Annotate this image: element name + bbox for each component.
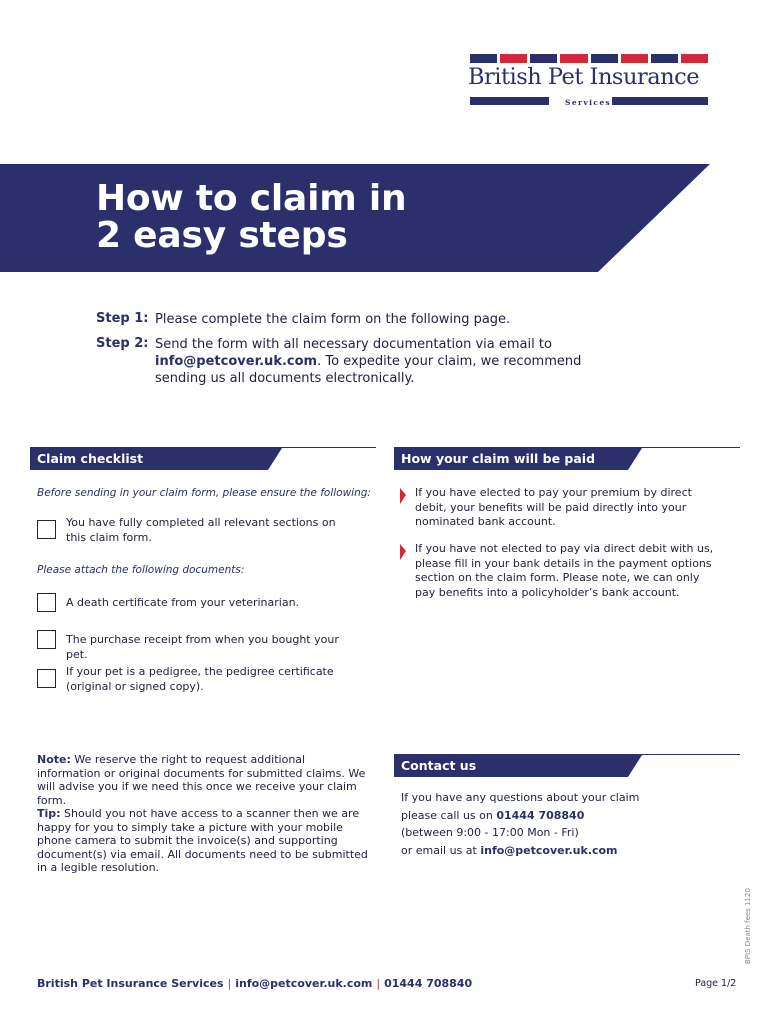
checklist-item-purchase-receipt: The purchase receipt from when you bought your pet. bbox=[66, 633, 339, 661]
checkbox-pedigree-certificate[interactable] bbox=[37, 669, 56, 688]
bullet-arrow-icon bbox=[399, 544, 407, 560]
footer-email-link[interactable]: info@petcover.uk.com bbox=[235, 977, 373, 990]
checklist-intro: Before sending in your claim form, please ensure the following: bbox=[37, 487, 371, 499]
contact-block bbox=[401, 789, 701, 859]
page-title bbox=[96, 180, 406, 254]
note-paragraph bbox=[37, 753, 372, 807]
footer bbox=[37, 977, 472, 990]
checklist-heading: Claim checklist bbox=[37, 451, 144, 466]
contact-phone-link[interactable]: 01444 708840 bbox=[496, 808, 585, 822]
contact-heading: Contact us bbox=[401, 758, 477, 773]
contact-email-text: or email us at bbox=[401, 843, 477, 857]
checklist-item-pedigree: If your pet is a pedigree, the pedigree certificate (original or signed copy). bbox=[66, 665, 334, 693]
logo-name: British Pet Insurance bbox=[468, 64, 700, 90]
payment-bullet-1: If you have elected to pay your premium by direct debit, your benefits will be paid directly into your nominated bank account. bbox=[415, 486, 692, 528]
checkbox-completed-sections[interactable] bbox=[37, 520, 56, 539]
page-title-line2: 2 easy steps bbox=[96, 215, 348, 256]
checklist-item-completed: You have fully completed all relevant sections on this claim form. bbox=[66, 516, 336, 544]
tip-label: Tip: bbox=[37, 807, 61, 820]
contact-call-text: please call us on bbox=[401, 808, 493, 822]
step-1-label: Step 1: bbox=[96, 311, 149, 326]
checkbox-death-certificate[interactable] bbox=[37, 593, 56, 612]
checkbox-purchase-receipt[interactable] bbox=[37, 630, 56, 649]
contact-line-2 bbox=[401, 807, 701, 825]
step-2-label: Step 2: bbox=[96, 336, 149, 351]
logo-services: Services bbox=[565, 98, 612, 107]
contact-email-link[interactable]: info@petcover.uk.com bbox=[480, 843, 618, 857]
logo-stripe-top bbox=[470, 54, 708, 63]
note-label: Note: bbox=[37, 753, 71, 766]
contact-line-1: If you have any questions about your claim bbox=[401, 791, 640, 804]
footer-phone-link[interactable]: 01444 708840 bbox=[384, 977, 473, 990]
footer-separator: | bbox=[376, 977, 381, 990]
footer-separator: | bbox=[227, 977, 232, 990]
tip-paragraph bbox=[37, 807, 372, 875]
note-text: We reserve the right to request additional information or original documents for submitted claims. We will advise you if we need this once we receive your claim form. bbox=[37, 753, 366, 807]
document-code: BPIS Death fees 1120 bbox=[744, 888, 752, 964]
page-title-line1: How to claim in bbox=[96, 178, 407, 219]
step-2-text-after: . To expedite your claim, we recommend sending us all documents electronically. bbox=[155, 354, 582, 386]
checklist-item-death-certificate: A death certificate from your veterinarian. bbox=[66, 596, 300, 609]
bullet-arrow-icon bbox=[399, 488, 407, 504]
step-2-text-before: Send the form with all necessary documentation via email to bbox=[155, 337, 552, 352]
attach-intro: Please attach the following documents: bbox=[37, 564, 245, 576]
payment-bullet-2: If you have not elected to pay via direct debit with us, please fill in your bank details in the payment options section on the claim form. Please note, we can only pay benefits into a policyholder’s bank account. bbox=[415, 542, 714, 599]
contact-line-4 bbox=[401, 842, 701, 860]
page-number: Page 1/2 bbox=[695, 978, 737, 989]
payment-heading: How your claim will be paid bbox=[401, 451, 596, 466]
tip-text: Should you not have access to a scanner then we are happy for you to simply take a picture with your mobile phone camera to submit the invoice(s) and supporting document(s) via email. All documents need to be submitted in a legible resolution. bbox=[37, 807, 368, 874]
contact-line-3: (between 9:00 - 17:00 Mon - Fri) bbox=[401, 826, 579, 839]
step-2-text bbox=[155, 336, 595, 387]
step-2-email-link[interactable]: info@petcover.uk.com bbox=[155, 354, 318, 369]
step-1-text: Please complete the claim form on the following page. bbox=[155, 312, 511, 327]
footer-company: British Pet Insurance Services bbox=[37, 977, 224, 990]
